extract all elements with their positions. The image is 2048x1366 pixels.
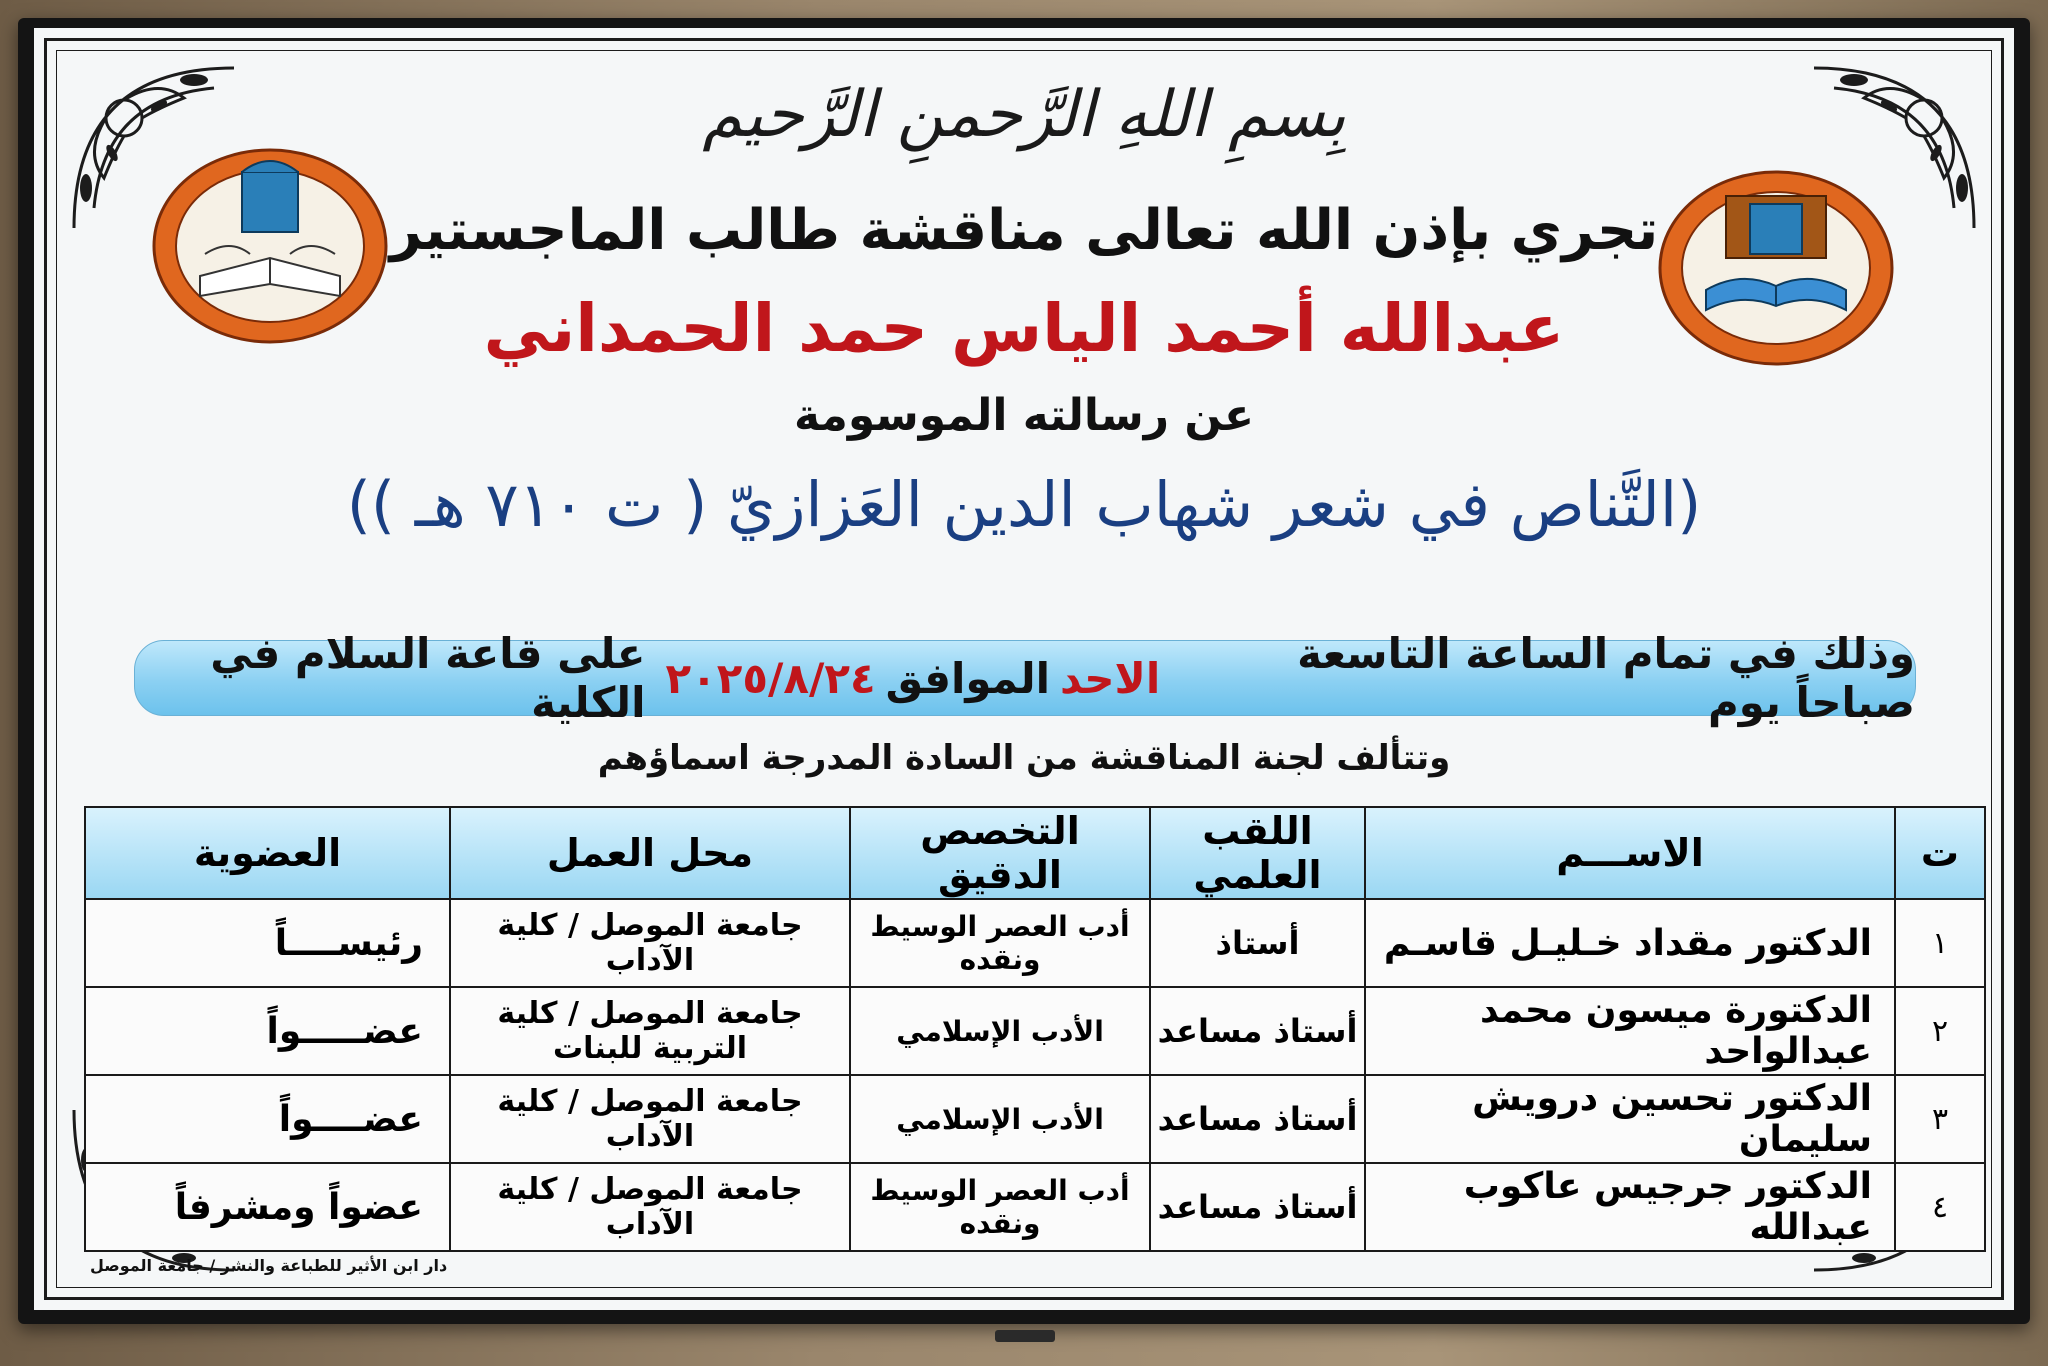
- thesis-title: (التَّناص في شعر شهاب الدين العَزازيّ ( ت ٧١٠ هـ )): [346, 468, 1702, 541]
- table-row: [85, 1163, 1985, 1251]
- tv-brand-badge: [995, 1330, 1055, 1342]
- header-num: ت: [1895, 807, 1985, 899]
- committee-intro: وتتألف لجنة المناقشة من السادة المدرجة اسماؤهم: [597, 738, 1451, 778]
- banner-text-corresponding: الموافق: [885, 653, 1051, 703]
- cell-rank: أستاذ مساعد: [1150, 1163, 1365, 1251]
- basmala-calligraphy: بِسمِ اللهِ الرَّحمنِ الرَّحيم: [702, 78, 1346, 152]
- cell-specialty: الأدب الإسلامي: [850, 987, 1150, 1075]
- cell-name: الدكتور مقداد خـليـل قاسـم: [1365, 899, 1895, 987]
- cell-rank: أستاذ مساعد: [1150, 987, 1365, 1075]
- cell-name: الدكتورة ميسون محمد عبدالواحد: [1365, 987, 1895, 1075]
- cell-rank: أستاذ مساعد: [1150, 1075, 1365, 1163]
- cell-role: عضــــواً: [85, 1075, 450, 1163]
- cell-role: عضواً ومشرفاً: [85, 1163, 450, 1251]
- thesis-intro: عن رسالته الموسومة: [793, 390, 1255, 441]
- header-role: العضوية: [85, 807, 450, 899]
- cell-num: ٤: [1895, 1163, 1985, 1251]
- table-row: [85, 899, 1985, 987]
- cell-name: الدكتور تحسين درويش سليمان: [1365, 1075, 1895, 1163]
- announcement-line: تجري بإذن الله تعالى مناقشة طالب الماجستير: [389, 198, 1659, 263]
- cell-specialty: أدب العصر الوسيط ونقده: [850, 899, 1150, 987]
- banner-text-location: على قاعة السلام في الكلية: [210, 629, 646, 727]
- committee-table: [84, 806, 1986, 1252]
- header-name: الاســـم: [1365, 807, 1895, 899]
- cell-name: الدكتور جرجيس عاكوب عبدالله: [1365, 1163, 1895, 1251]
- schedule-banner: [134, 629, 1916, 727]
- header-rank: اللقب العلمي: [1150, 807, 1365, 899]
- cell-workplace: جامعة الموصل / كلية التربية للبنات: [450, 987, 850, 1075]
- cell-role: عضـــــواً: [85, 987, 450, 1075]
- cell-rank: أستاذ: [1150, 899, 1365, 987]
- cell-role: رئيســــاً: [85, 899, 450, 987]
- cell-num: ٢: [1895, 987, 1985, 1075]
- banner-date: ٢٠٢٥/٨/٢٤: [665, 653, 876, 703]
- student-name: عبدالله أحمد الياس حمد الحمداني: [483, 290, 1565, 367]
- cell-workplace: جامعة الموصل / كلية الآداب: [450, 899, 850, 987]
- cell-specialty: الأدب الإسلامي: [850, 1075, 1150, 1163]
- header-workplace: محل العمل: [450, 807, 850, 899]
- announcement-poster: [34, 28, 2014, 1310]
- printer-credit: دار ابن الأثير للطباعة والنشر / جامعة الموصل: [90, 1256, 448, 1275]
- banner-text-time: وذلك في تمام الساعة التاسعة صباحاً يوم: [1297, 629, 1915, 727]
- cell-specialty: أدب العصر الوسيط ونقده: [850, 1163, 1150, 1251]
- cell-num: ٣: [1895, 1075, 1985, 1163]
- table-header-row: [85, 807, 1985, 899]
- table-row: [85, 1075, 1985, 1163]
- table-row: [85, 987, 1985, 1075]
- header-specialty: التخصص الدقيق: [850, 807, 1150, 899]
- cell-workplace: جامعة الموصل / كلية الآداب: [450, 1163, 850, 1251]
- banner-day: الاحد: [1060, 653, 1161, 703]
- cell-workplace: جامعة الموصل / كلية الآداب: [450, 1075, 850, 1163]
- cell-num: ١: [1895, 899, 1985, 987]
